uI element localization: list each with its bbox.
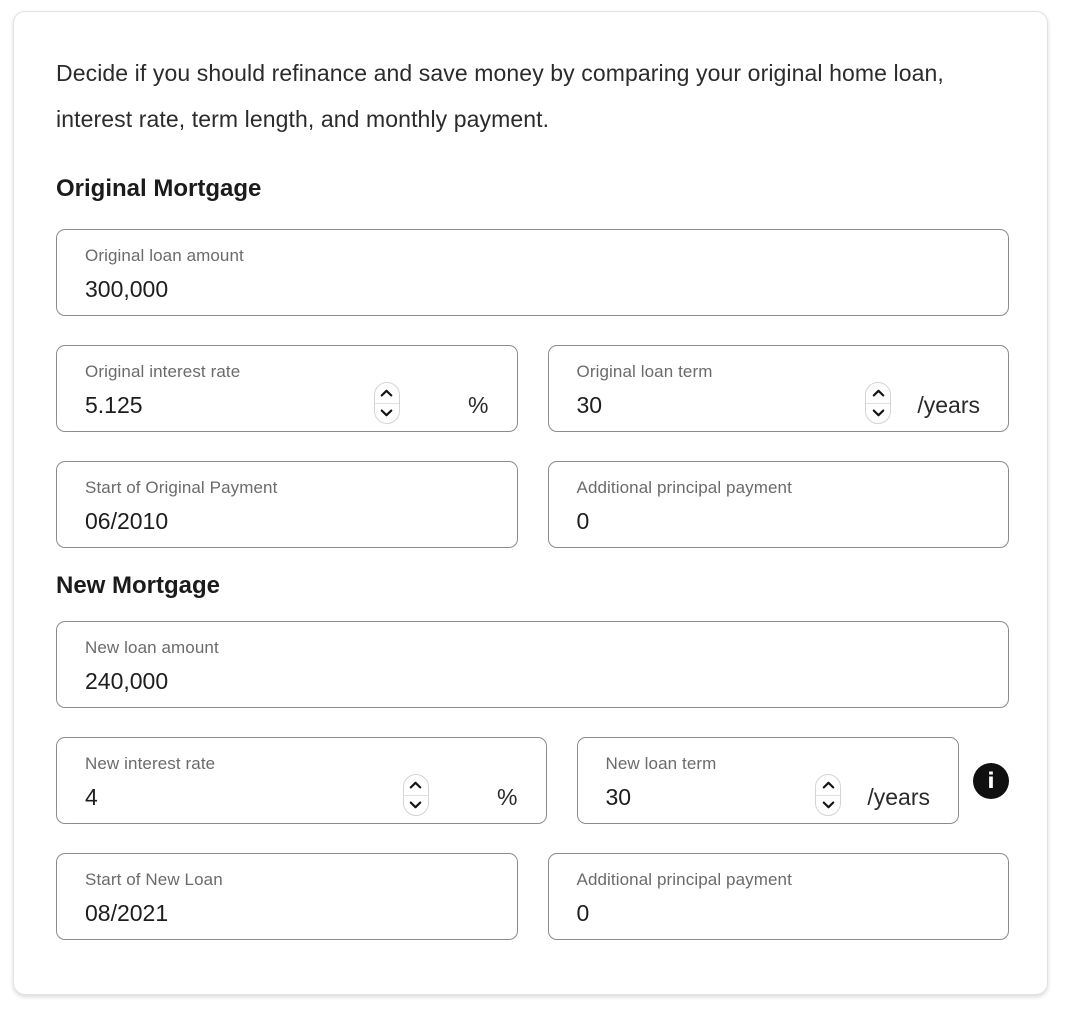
original-additional-principal-input[interactable] bbox=[577, 508, 981, 535]
new-loan-term-column bbox=[577, 737, 1010, 824]
original-additional-principal-field[interactable] bbox=[548, 461, 1010, 548]
new-additional-principal-input[interactable] bbox=[577, 900, 981, 927]
original-loan-amount-input[interactable] bbox=[85, 276, 980, 303]
years-suffix: /years bbox=[917, 391, 980, 418]
chevron-up-icon bbox=[409, 781, 422, 789]
info-icon[interactable]: i bbox=[973, 763, 1009, 799]
new-additional-principal-label: Additional principal payment bbox=[576, 870, 792, 889]
original-additional-principal-label: Additional principal payment bbox=[576, 478, 792, 497]
new-interest-rate-label: New interest rate bbox=[85, 754, 216, 773]
percent-suffix: % bbox=[468, 391, 489, 418]
chevron-up-icon bbox=[872, 389, 885, 397]
new-additional-principal-field[interactable] bbox=[548, 853, 1010, 940]
stepper-down-button[interactable] bbox=[816, 795, 840, 816]
original-loan-amount-field[interactable] bbox=[56, 229, 1009, 316]
new-loan-term-field[interactable] bbox=[577, 737, 960, 824]
stepper-down-button[interactable] bbox=[404, 795, 428, 816]
refinance-calculator-card bbox=[13, 11, 1048, 995]
chevron-down-icon bbox=[380, 409, 393, 417]
original-interest-rate-stepper bbox=[374, 382, 400, 424]
new-loan-term-input[interactable] bbox=[606, 784, 816, 811]
stepper-up-button[interactable] bbox=[375, 383, 399, 403]
original-loan-term-stepper bbox=[865, 382, 891, 424]
new-mortgage-heading: New Mortgage bbox=[56, 572, 221, 599]
new-interest-rate-stepper bbox=[403, 774, 429, 816]
new-loan-amount-label: New loan amount bbox=[85, 638, 219, 657]
new-interest-rate-field[interactable] bbox=[56, 737, 547, 824]
original-mortgage-heading: Original Mortgage bbox=[56, 175, 262, 202]
percent-suffix: % bbox=[497, 783, 518, 810]
start-of-new-loan-field[interactable] bbox=[56, 853, 518, 940]
original-loan-amount-label: Original loan amount bbox=[85, 246, 244, 265]
new-loan-amount-input[interactable] bbox=[85, 668, 980, 695]
new-loan-term-label: New loan term bbox=[605, 754, 717, 773]
stepper-down-button[interactable] bbox=[866, 403, 890, 424]
original-interest-rate-label: Original interest rate bbox=[85, 362, 241, 381]
start-of-new-loan-label: Start of New Loan bbox=[85, 870, 223, 889]
start-of-original-payment-field[interactable] bbox=[56, 461, 518, 548]
new-loan-term-stepper bbox=[815, 774, 841, 816]
stepper-down-button[interactable] bbox=[375, 403, 399, 424]
start-of-new-loan-input[interactable] bbox=[85, 900, 489, 927]
new-interest-rate-input[interactable] bbox=[85, 784, 403, 811]
original-interest-rate-field[interactable] bbox=[56, 345, 518, 432]
new-loan-amount-field[interactable] bbox=[56, 621, 1009, 708]
stepper-up-button[interactable] bbox=[816, 775, 840, 795]
years-suffix: /years bbox=[867, 783, 930, 810]
start-of-original-payment-label: Start of Original Payment bbox=[85, 478, 278, 497]
chevron-up-icon bbox=[380, 389, 393, 397]
start-of-original-payment-input[interactable] bbox=[85, 508, 489, 535]
intro-text: Decide if you should refinance and save money by comparing your original home loan, interest rate, term length, and monthly payment. bbox=[56, 60, 944, 132]
chevron-down-icon bbox=[409, 801, 422, 809]
chevron-down-icon bbox=[822, 801, 835, 809]
original-interest-rate-input[interactable] bbox=[85, 392, 374, 419]
original-loan-term-field[interactable] bbox=[548, 345, 1010, 432]
stepper-up-button[interactable] bbox=[404, 775, 428, 795]
chevron-up-icon bbox=[822, 781, 835, 789]
chevron-down-icon bbox=[872, 409, 885, 417]
original-loan-term-input[interactable] bbox=[577, 392, 866, 419]
stepper-up-button[interactable] bbox=[866, 383, 890, 403]
original-loan-term-label: Original loan term bbox=[576, 362, 713, 381]
